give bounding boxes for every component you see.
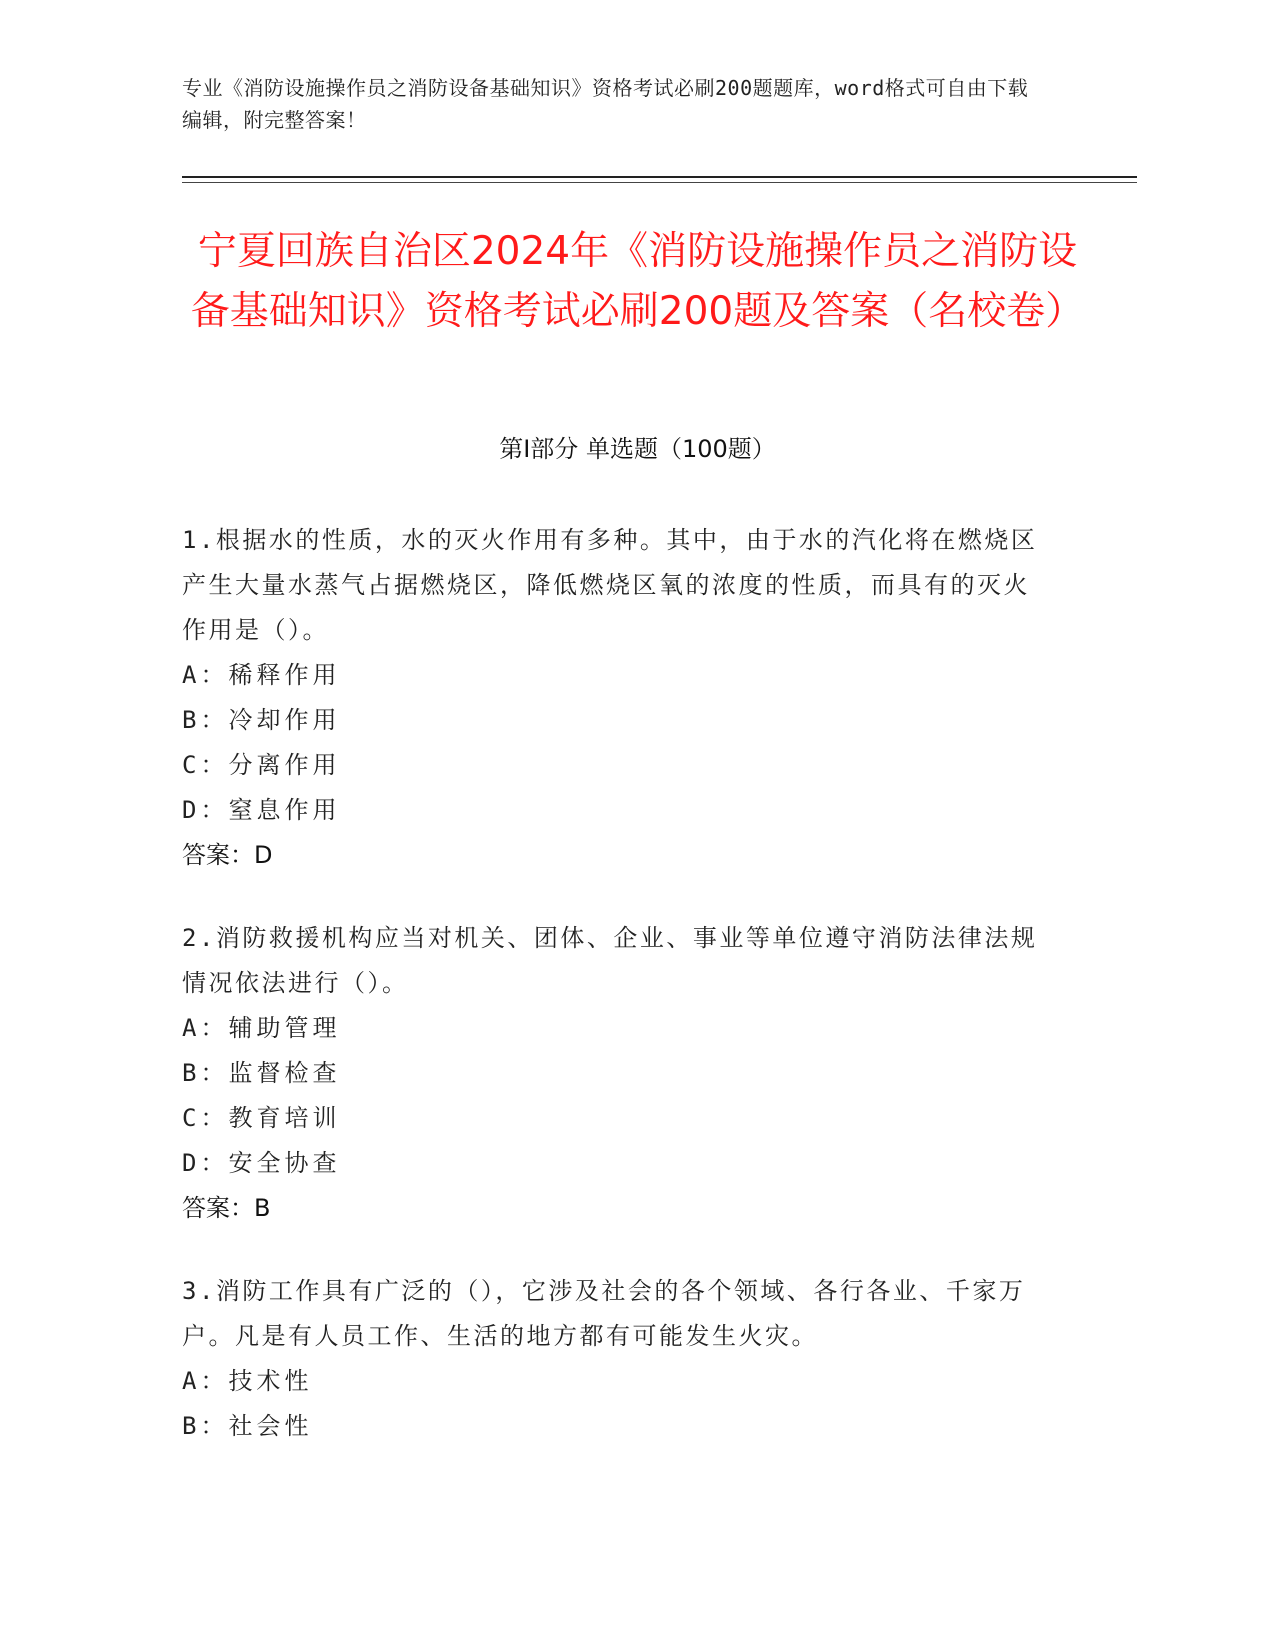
header-rule-thin bbox=[182, 182, 1137, 183]
option-a: A：稀释作用 bbox=[182, 661, 341, 689]
question-text: 1.根据水的性质，水的灭火作用有多种。其中，由于水的汽化将在燃烧区产生大量水蒸气占据燃烧区，降低燃烧区氧的浓度的性质，而具有的灭火作用是（）。 bbox=[182, 526, 1038, 644]
option-d: D：安全协查 bbox=[182, 1149, 341, 1177]
option-c: C：教育培训 bbox=[182, 1104, 341, 1132]
header-note: 专业《消防设施操作员之消防设备基础知识》资格考试必刷200题题库，word格式可自由下载编辑，附完整答案！ bbox=[182, 76, 1029, 132]
question-text: 3.消防工作具有广泛的（），它涉及社会的各个领域、各行各业、千家万户。凡是有人员工作、生活的地方都有可能发生火灾。 bbox=[182, 1277, 1026, 1350]
option-b: B：监督检查 bbox=[182, 1059, 341, 1087]
option-a: A：技术性 bbox=[182, 1367, 313, 1395]
answer: 答案：B bbox=[182, 1194, 271, 1222]
option-b: B：冷却作用 bbox=[182, 706, 341, 734]
header-rule-thick bbox=[182, 176, 1137, 178]
option-b: B：社会性 bbox=[182, 1412, 313, 1440]
question-3 bbox=[182, 1269, 1052, 1449]
option-d: D：窒息作用 bbox=[182, 796, 341, 824]
answer: 答案：D bbox=[182, 841, 273, 869]
option-c: C：分离作用 bbox=[182, 751, 341, 779]
question-2 bbox=[182, 916, 1052, 1231]
question-list bbox=[182, 518, 1052, 1487]
question-text: 2.消防救援机构应当对机关、团体、企业、事业等单位遵守消防法律法规情况依法进行（）。 bbox=[182, 924, 1038, 997]
document-title: 宁夏回族自治区2024年《消防设施操作员之消防设备基础知识》资格考试必刷200题及答案（名校卷） bbox=[190, 229, 1085, 334]
section-heading: 第Ⅰ部分 单选题（100题） bbox=[499, 435, 776, 463]
option-a: A：辅助管理 bbox=[182, 1014, 341, 1042]
question-1 bbox=[182, 518, 1052, 878]
